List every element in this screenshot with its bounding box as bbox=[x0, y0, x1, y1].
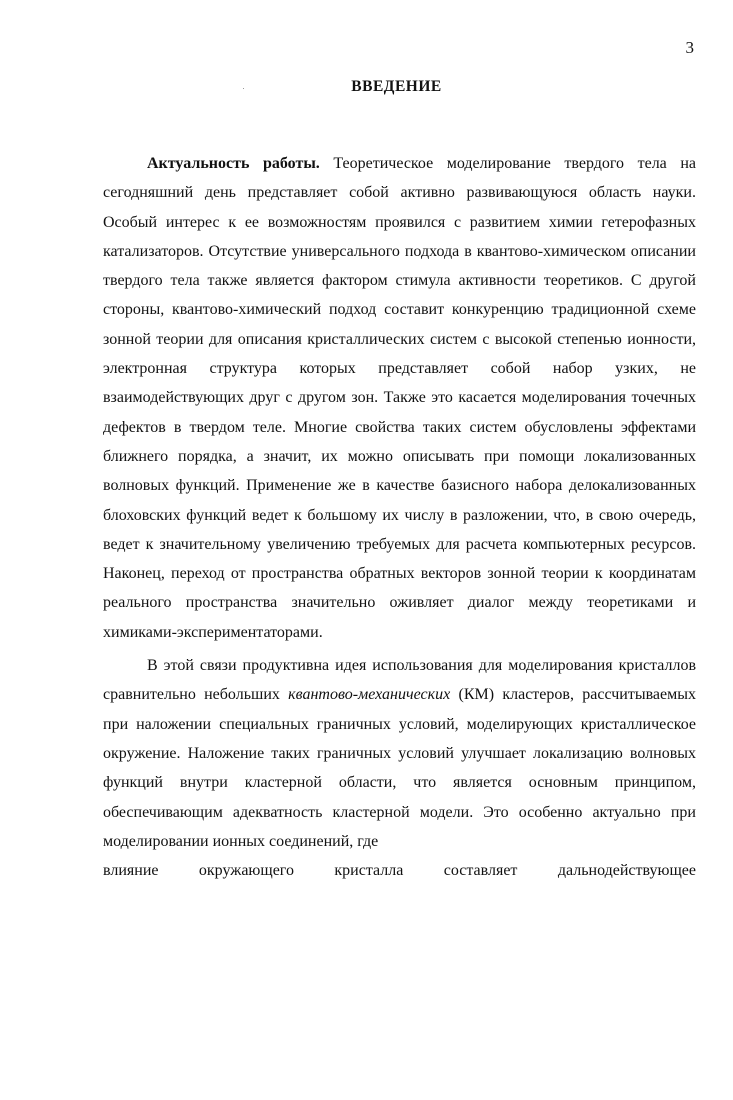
paragraph-text: В этой связи продуктивна идея использования для моделирования кристаллов сравнительно небольших bbox=[103, 657, 696, 704]
paragraph-clusters bbox=[103, 651, 696, 885]
paragraph-text: (КМ) кластеров, рассчитываемых при наложении специальных граничных условий, моделирующих кристаллическое окружение. Наложение таких граничных условий улучшает локализацию волновых функций внутри кластерной области, что является основным принципом, обеспечивающим адекватность кластерной модели. Это особенно актуально при моделировании ионных соединений, где bbox=[103, 686, 696, 850]
paragraph-last-line: влияние окружающего кристалла составляет дальнодействующее bbox=[103, 862, 696, 880]
italic-term: квантово-механических bbox=[288, 686, 451, 704]
paragraph-text: Теоретическое моделирование твердого тела на сегодняшний день представляет собой активно развивающуюся область науки. Особый интерес к ее возможностям проявился с развитием химии гетерофазных катализаторов. Отсутствие универсального подхода в квантово-химическом описании твердого тела также является фактором стимула активности теоретиков. С другой стороны, квантово-химический подход составит конкуренцию традиционной схеме зонной теории для описания кристаллических систем с высокой степенью ионности, электронная структура которых представляет собой набор узких, не взаимодействующих друг с другом зон. Также это касается моделирования точечных дефектов в твердом теле. Многие свойства таких систем обусловлены эффектами ближнего порядка, а значит, их можно описывать при помощи локализованных волновых функций. Применение же в качестве базисного набора делокализованных блоховских функций ведет к большому их числу в разложении, что, в свою очередь, ведет к значительному увеличению требуемых для расчета компьютерных ресурсов. Наконец, переход от пространства обратных векторов зонной теории к координатам реального пространства значительно оживляет диалог между теоретиками и химиками-экспериментаторами. bbox=[103, 155, 696, 641]
body-text bbox=[103, 149, 696, 885]
page-number: 3 bbox=[685, 38, 694, 57]
section-title: ВВЕДЕНИЕ bbox=[351, 78, 442, 95]
paragraph-relevance bbox=[103, 149, 696, 647]
paragraph-lead: Актуальность работы. bbox=[147, 155, 320, 172]
